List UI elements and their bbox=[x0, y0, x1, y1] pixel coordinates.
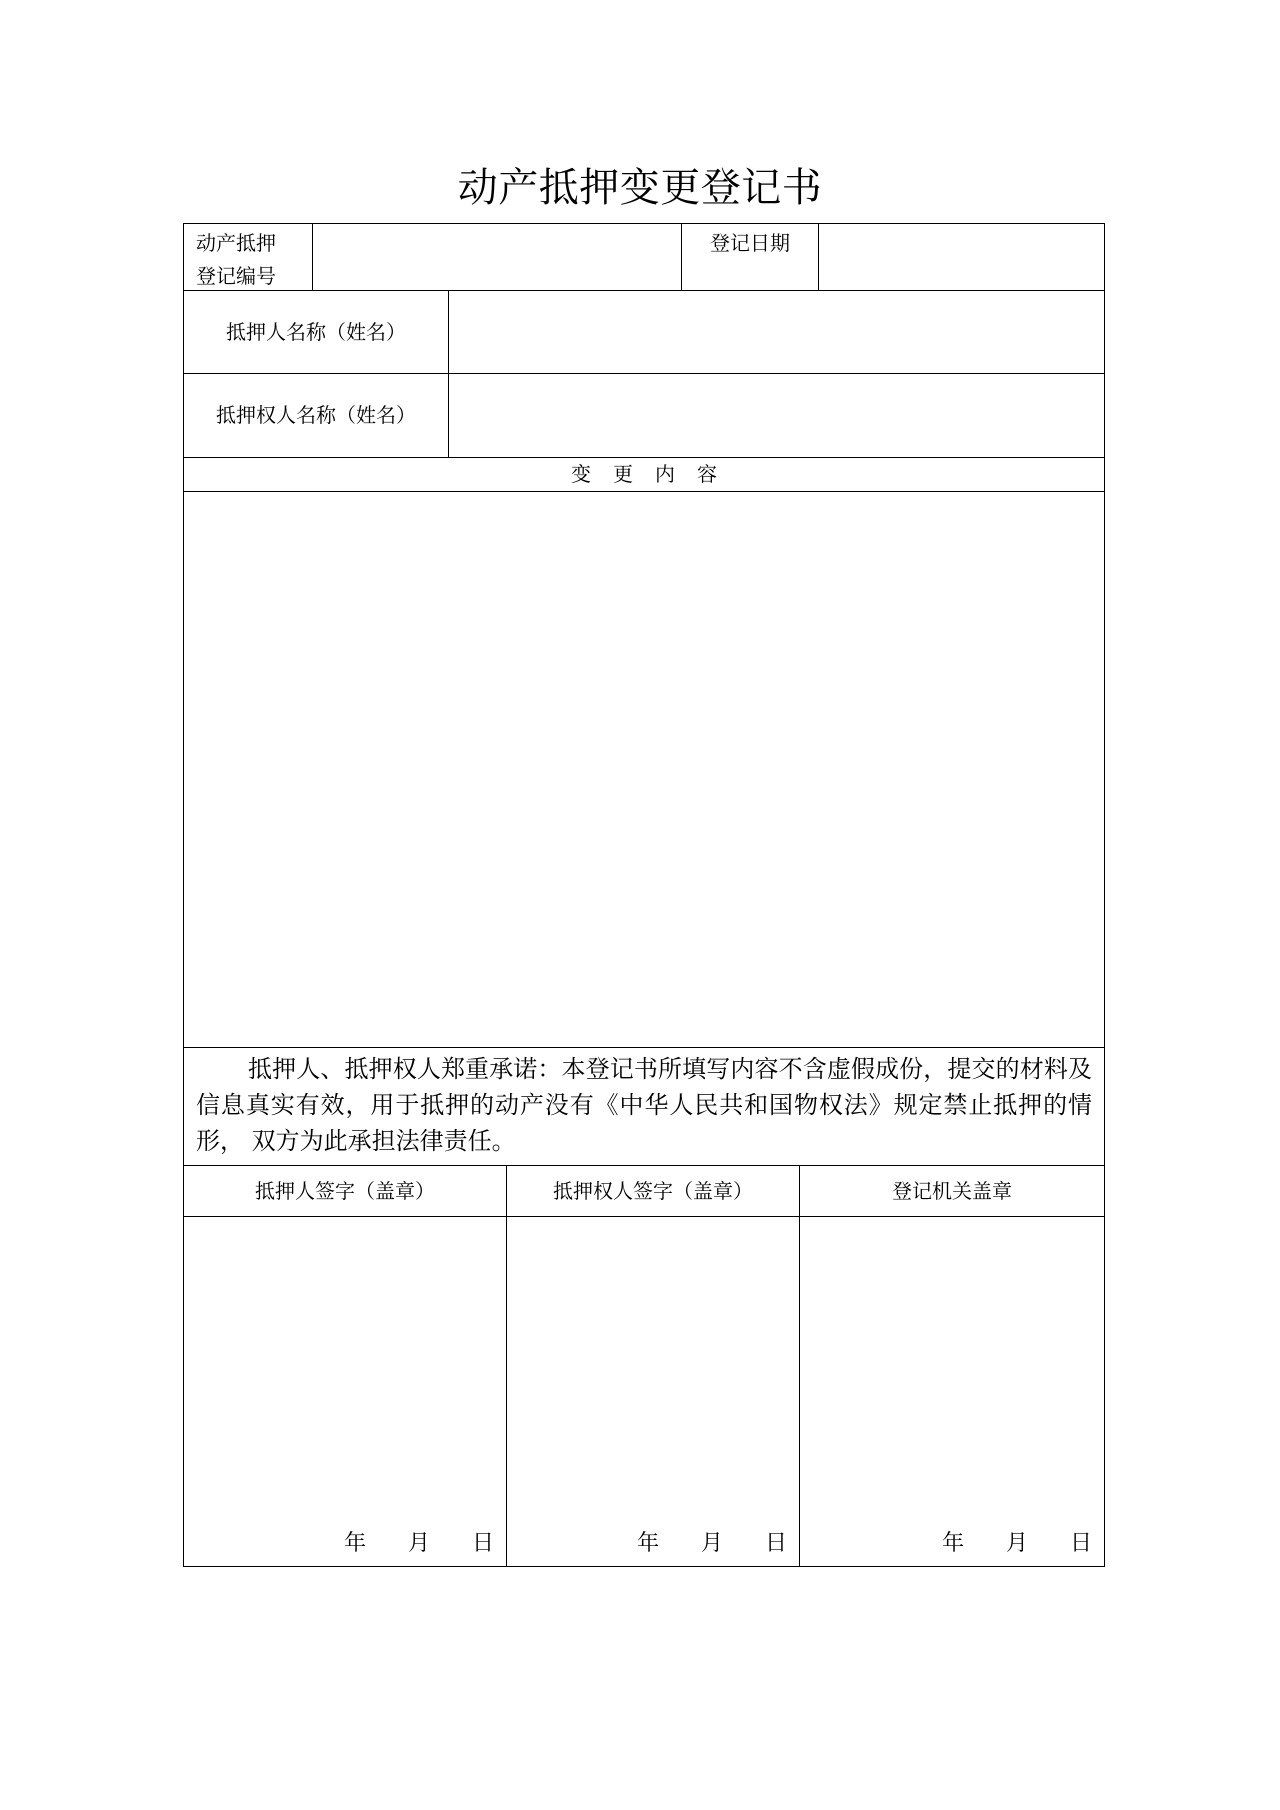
mortgagor-label: 抵押人名称（姓名） bbox=[184, 291, 449, 373]
reg-number-label-line2: 登记编号 bbox=[196, 264, 276, 288]
signature-box-row bbox=[183, 1217, 1105, 1567]
registration-form bbox=[183, 223, 1105, 1567]
mortgagee-signature-label: 抵押权人签字（盖章） bbox=[507, 1166, 800, 1216]
mortgagee-row bbox=[183, 374, 1105, 458]
reg-number-label-line1: 动产抵押 bbox=[196, 231, 276, 255]
reg-date-field[interactable] bbox=[819, 224, 1104, 290]
reg-date-label: 登记日期 bbox=[682, 224, 819, 290]
mortgagee-label: 抵押权人名称（姓名） bbox=[184, 374, 449, 457]
mortgagee-signature-box[interactable] bbox=[507, 1217, 800, 1566]
mortgagor-signature-date: 年 月 日 bbox=[344, 1531, 494, 1556]
mortgagor-row bbox=[183, 291, 1105, 374]
pledge-statement: 抵押人、抵押权人郑重承诺：本登记书所填写内容不含虚假成份，提交的材料及信息真实有效，用于抵押的动产没有《中华人民共和国物权法》规定禁止抵押的情形， 双方为此承担法律责任。 bbox=[196, 1055, 1092, 1155]
mortgagee-field[interactable] bbox=[449, 374, 1104, 457]
reg-number-label bbox=[184, 224, 313, 290]
mortgagee-signature-date: 年 月 日 bbox=[637, 1531, 787, 1556]
change-content-field[interactable] bbox=[184, 492, 1104, 1047]
mortgagor-field[interactable] bbox=[449, 291, 1104, 373]
mortgagor-signature-label: 抵押人签字（盖章） bbox=[184, 1166, 507, 1216]
registry-seal-box[interactable] bbox=[800, 1217, 1104, 1566]
change-content-heading-row bbox=[183, 458, 1105, 492]
change-content-heading: 变更内容 bbox=[571, 462, 739, 486]
mortgagor-signature-box[interactable] bbox=[184, 1217, 507, 1566]
change-content-row bbox=[183, 492, 1105, 1048]
registration-info-row bbox=[183, 223, 1105, 291]
reg-number-field[interactable] bbox=[313, 224, 682, 290]
pledge-row bbox=[183, 1048, 1105, 1166]
document-title: 动产抵押变更登记书 bbox=[457, 165, 823, 211]
signature-heading-row bbox=[183, 1166, 1105, 1217]
registry-seal-label: 登记机关盖章 bbox=[892, 1178, 1012, 1203]
registry-seal-date: 年 月 日 bbox=[942, 1531, 1092, 1556]
